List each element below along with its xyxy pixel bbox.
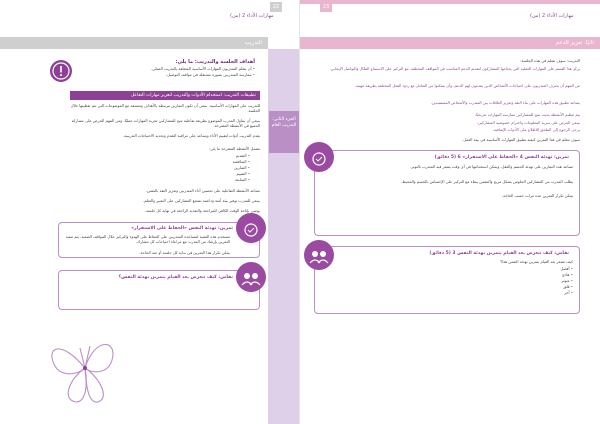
list-item: • المناقشة bbox=[70, 159, 250, 165]
purple-line: ينبغي الحرص على سرية المعلومات واحترام خصوصية المشاركين. bbox=[476, 120, 580, 125]
discussion-badge-icon bbox=[304, 240, 334, 270]
body-paragraph: يتم تنظيم الأنشطة بحيث تتيح للمشاركين ممارسة المهارات تدريجيًا. bbox=[474, 112, 580, 117]
section-bar: التدريب bbox=[0, 37, 268, 49]
purple-line: يرجى الرجوع إلى الملحق للاطلاع على الأدوات الإضافية. bbox=[492, 127, 580, 132]
warning-icon bbox=[50, 60, 72, 82]
option-item: • قلق bbox=[321, 284, 573, 290]
top-accent bbox=[300, 0, 600, 4]
option-item: • آخر bbox=[321, 290, 573, 296]
side-strip bbox=[268, 49, 300, 424]
body-paragraph: يقدم التدريب أدوات لتقييم الأداء ويساعد على مراقبة التقدم وتحديد الاحتياجات التدريبية. bbox=[122, 133, 260, 138]
objective-item: • ممارسة المتدربين بصورة مستقلة في مواقف التوصيل. bbox=[70, 72, 255, 78]
page-header: مهارات الأداء 2 (من) bbox=[530, 13, 574, 19]
discussion-title: نقاش: كيف تتعرض بعد القيام بتمرين تهدئة النفس 3 (5 دقائق) bbox=[429, 251, 569, 256]
closing-paragraph: ينبغي للمدرب توفير بيئة آمنة وداعمة تشجع المشاركين على التعبير والتعلم. bbox=[142, 198, 260, 203]
list-item: • المتابعة bbox=[70, 177, 250, 183]
exercise-badge-icon bbox=[236, 213, 266, 243]
body-paragraph: ينبغي أن يتناول المدرب الموضوع بطريقة تفاعلية تتيح للمشاركين تجربة المهارات عمليًا، ومن المهم الحرص على مشاركة الجميع في الأنشطة المقترحة. bbox=[71, 118, 260, 129]
list-item: • التمارين bbox=[70, 165, 250, 171]
exercise-title: تمرين: تهدئة النفس «الحفاظ على الاستقرار» bbox=[131, 226, 233, 231]
exercise-note: يمكن تكرار التمرين عدة مرات حسب الحاجة. bbox=[501, 193, 573, 198]
page-number: 22 bbox=[270, 2, 282, 12]
body-paragraph: يركز هذا القسم على المهارات العملية التي يحتاجها المشاركون لتقديم الدعم المناسب في المواقف المختلفة، مع التركيز على الاستماع الفعّال والتواصل الإيجابي. bbox=[329, 66, 580, 71]
list-item: • التقييم bbox=[70, 171, 250, 177]
discussion-badge-icon bbox=[236, 262, 266, 292]
body-paragraph: من المهم أن يتعرف المتدربون على احتياجات الأشخاص الذين يقدمون لهم الدعم، وأن يتمكنوا من التعامل مع ردود الفعل المختلفة بطريقة مهنية. bbox=[354, 83, 580, 88]
page-header: مهارات الأداء 2 (من) bbox=[230, 13, 274, 19]
intro-label: التدريب: سوف تتعلم في هذه الجلسة: bbox=[520, 58, 580, 63]
section-heading: تطبيقات التدريب: استخدام الأدوات والتدريب لتعزيز مهارات التفاعل bbox=[70, 91, 260, 100]
exercise-box bbox=[58, 222, 260, 258]
closing-paragraph: تساعد الأنشطة التفاعلية على تحسين أداء المتدربين وتعزيز الثقة بالنفس. bbox=[145, 188, 260, 193]
exercise-title: تمرين: تهدئة النفس 4 «الحفاظ على الاستقرار» 6 (5 دقائق) bbox=[434, 155, 569, 160]
objective-item: • أن يتعلم المتدربون المهارات الأساسية المتعلقة بالتدريب العملي. bbox=[70, 66, 255, 72]
page-number: 23 bbox=[320, 2, 332, 12]
objectives-title: أهداف الجلسة والتدريب: ما يلي: bbox=[175, 59, 255, 65]
discussion-question: كيف تشعر بعد القيام بتمرين تهدئة النفس هذا؟ bbox=[500, 259, 573, 264]
objectives-list bbox=[70, 66, 255, 78]
closing-paragraph: يوصى بإتاحة الوقت الكافي للمراجعة والتغذية الراجعة في نهاية كل جلسة. bbox=[144, 208, 260, 213]
butterfly-icon bbox=[40, 318, 130, 414]
exercise-text: تستخدم هذه التقنية لمساعدة المتدربين على الحفاظ على الهدوء والتركيز خلال المواقف الصعبة. يتم تنفيذ التمرين بإرشاد من المدرب مع مراعاة احتياجات كل مشارك. bbox=[65, 234, 230, 245]
section-bar: ثانيًا: تعزيز الدعم bbox=[300, 37, 600, 49]
exercise-badge-icon bbox=[304, 142, 334, 172]
list-intro: تشمل الأنشطة المقترحة ما يلي: bbox=[208, 146, 260, 151]
discussion-options bbox=[321, 266, 573, 296]
option-item: • هادئ bbox=[321, 272, 573, 278]
side-tab: الجزء الثاني: التدريب العام bbox=[269, 111, 299, 153]
summary-line: سوف تتعلم في هذا التمرين كيفية تطبيق المهارات الأساسية في بيئة العمل. bbox=[462, 137, 580, 142]
discussion-title: نقاش: كيف تتعرض بعد القيام بتمرين تهدئة النفس؟ bbox=[118, 275, 233, 280]
exercise-box bbox=[314, 150, 580, 236]
exercise-text: يطلب المدرب من المشاركين الجلوس بشكل مريح والتنفس ببطء مع التركيز على الإحساس بالجسم والمحيط. bbox=[400, 179, 573, 184]
body-paragraph: للتدريب على المهارات الأساسية، ينبغي أن تكون التمارين مرتبطة بالأهداف ومتسقة مع الموضوعات التي تتم تغطيتها خلال الجلسة. bbox=[70, 103, 260, 114]
discussion-box bbox=[314, 246, 580, 314]
exercise-note: يمكن تكرار هذا التمرين في بداية كل جلسة أو عند الحاجة. bbox=[139, 250, 230, 255]
activities-list bbox=[70, 153, 250, 183]
spine-divider bbox=[299, 0, 300, 424]
right-page bbox=[300, 0, 600, 424]
exercise-text: تساعد هذه التمارين على تهدئة الجسم والعقل، ويمكن استخدامها في أي وقت يشعر فيه المتدرب بالتوتر. bbox=[410, 164, 573, 169]
discussion-box bbox=[58, 270, 260, 310]
body-paragraph: يساعد تطبيق هذه المهارات على بناء الثقة وتعزيز العلاقات بين المتدرب والأشخاص المستفيدين. bbox=[430, 100, 580, 105]
option-item: • أفضل bbox=[321, 266, 573, 272]
option-item: • متوتر bbox=[321, 278, 573, 284]
list-item: • التقديم bbox=[70, 153, 250, 159]
